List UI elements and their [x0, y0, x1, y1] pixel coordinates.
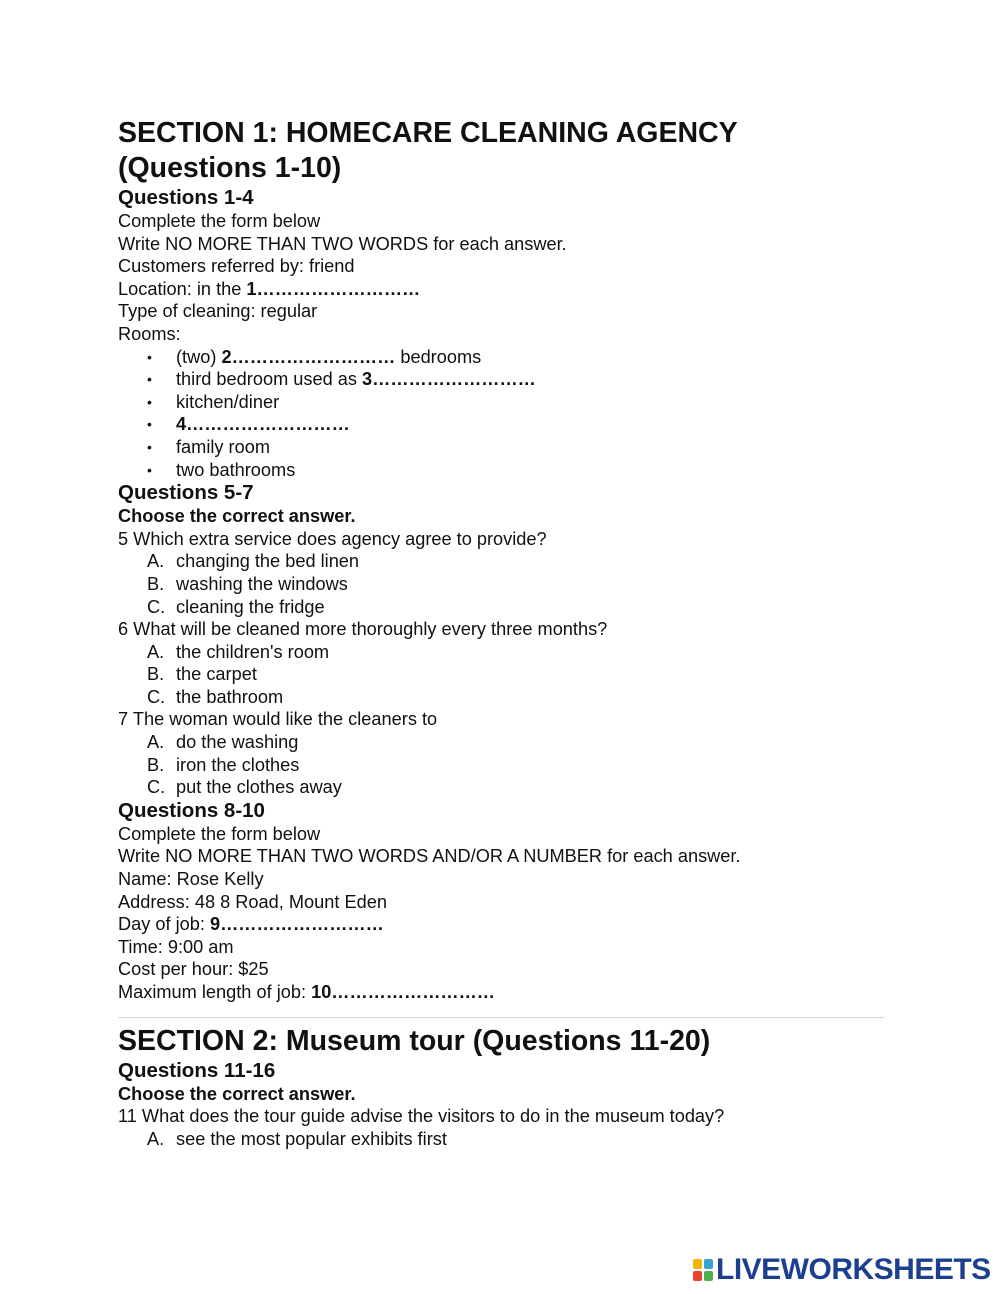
- list-item: [118, 391, 884, 414]
- room-6: two bathrooms: [176, 459, 296, 480]
- room-1-suffix: bedrooms: [395, 346, 482, 367]
- option-5c[interactable]: [118, 596, 884, 619]
- option-letter: C.: [147, 686, 166, 707]
- questions-11-16-heading: Questions 11-16: [118, 1058, 276, 1082]
- bullet-icon: •: [147, 371, 152, 388]
- option-7c[interactable]: [118, 776, 884, 799]
- bullet-icon: •: [147, 348, 152, 365]
- question-5: 5 Which extra service does agency agree to provide?: [118, 528, 547, 549]
- form-name: Name: Rose Kelly: [118, 869, 264, 890]
- form-address: Address: 48 8 Road, Mount Eden: [118, 891, 387, 912]
- option-letter: C.: [147, 596, 166, 617]
- instruction-complete-form: Complete the form below: [118, 211, 321, 231]
- option-text: the bathroom: [176, 686, 284, 707]
- option-letter: B.: [147, 664, 165, 685]
- instruction-choose-answer: Choose the correct answer.: [118, 506, 356, 527]
- form-time: Time: 9:00 am: [118, 936, 234, 957]
- option-text: see the most popular exhibits first: [176, 1128, 447, 1149]
- questions-5-7-heading: Questions 5-7: [118, 481, 254, 505]
- option-text: the carpet: [176, 664, 257, 685]
- room-5: family room: [176, 436, 270, 457]
- answer-blank-9[interactable]: 9………………………: [210, 914, 384, 935]
- section-divider: [118, 1017, 884, 1018]
- option-5a[interactable]: [118, 550, 884, 573]
- section-1-title-line-2: (Questions 1-10): [118, 152, 342, 184]
- option-7a[interactable]: [118, 731, 884, 754]
- questions-1-4-heading: Questions 1-4: [118, 186, 254, 209]
- question-6: 6 What will be cleaned more thoroughly every three months?: [118, 619, 608, 640]
- option-letter: A.: [147, 1128, 165, 1149]
- list-item: [118, 436, 884, 459]
- question-7: 7 The woman would like the cleaners to: [118, 709, 438, 730]
- location-line: [118, 278, 884, 301]
- question-6-options: [118, 641, 884, 709]
- bullet-icon: •: [147, 438, 152, 455]
- logo-mark-square: [704, 1259, 713, 1269]
- option-text: put the clothes away: [176, 777, 342, 798]
- rooms-label: Rooms:: [118, 323, 181, 344]
- list-item: [118, 459, 884, 482]
- question-5-options: [118, 550, 884, 618]
- question-11: 11 What does the tour guide advise the visitors to do in the museum today?: [118, 1106, 725, 1127]
- section-1-title-line-1: SECTION 1: HOMECARE CLEANING AGENCY: [118, 117, 738, 149]
- option-text: the children's room: [176, 641, 330, 662]
- customers-referred: Customers referred by: friend: [118, 256, 355, 277]
- liveworksheets-logo-icon: [692, 1258, 714, 1282]
- logo-mark-square: [704, 1271, 713, 1281]
- option-6b[interactable]: [118, 663, 884, 686]
- question-7-options: [118, 731, 884, 799]
- form-day-label: Day of job:: [118, 914, 210, 935]
- bullet-icon: •: [147, 461, 152, 478]
- option-text: cleaning the fridge: [176, 596, 325, 617]
- option-letter: B.: [147, 573, 165, 594]
- room-1-prefix: (two): [176, 346, 222, 367]
- logo-mark-square: [693, 1259, 702, 1269]
- section-2-title: SECTION 2: Museum tour (Questions 11-20): [118, 1024, 711, 1057]
- option-letter: A.: [147, 732, 165, 753]
- instruction-complete-form-2: Complete the form below: [118, 823, 321, 844]
- option-6c[interactable]: [118, 686, 884, 709]
- form-day-line: [118, 913, 884, 936]
- logo-mark-square: [693, 1271, 702, 1281]
- instruction-word-number-limit: Write NO MORE THAN TWO WORDS AND/OR A NUMBER for each answer.: [118, 846, 741, 867]
- answer-blank-4[interactable]: 4………………………: [176, 414, 350, 435]
- instruction-choose-answer-2: Choose the correct answer.: [118, 1083, 356, 1104]
- option-text: changing the bed linen: [176, 551, 360, 572]
- option-letter: C.: [147, 777, 166, 798]
- answer-blank-1[interactable]: 1………………………: [246, 278, 421, 299]
- rooms-list: [118, 346, 884, 482]
- worksheet-page: [118, 116, 884, 1150]
- answer-blank-3[interactable]: 3………………………: [362, 369, 536, 390]
- option-5b[interactable]: [118, 573, 884, 596]
- form-cost: Cost per hour: $25: [118, 959, 269, 980]
- option-letter: A.: [147, 641, 165, 662]
- option-letter: A.: [147, 551, 165, 572]
- location-label: Location: in the: [118, 278, 247, 299]
- option-6a[interactable]: [118, 641, 884, 664]
- option-11a[interactable]: [118, 1128, 884, 1151]
- option-text: iron the clothes: [176, 754, 300, 775]
- option-text: do the washing: [176, 732, 299, 753]
- liveworksheets-logo: [692, 1255, 991, 1285]
- list-item: [118, 368, 884, 391]
- bullet-icon: •: [147, 416, 152, 433]
- form-length-label: Maximum length of job:: [118, 982, 312, 1002]
- form-length-line: [118, 981, 884, 1004]
- option-letter: B.: [147, 754, 165, 775]
- logo-text: LIVEWORKSHEETS: [716, 1253, 991, 1286]
- option-text: washing the windows: [176, 573, 348, 594]
- room-2-prefix: third bedroom used as: [176, 369, 363, 390]
- cleaning-type: Type of cleaning: regular: [118, 301, 318, 322]
- instruction-word-limit: Write NO MORE THAN TWO WORDS for each answer.: [118, 233, 567, 254]
- list-item: [118, 413, 884, 436]
- answer-blank-10[interactable]: 10………………………: [311, 982, 495, 1002]
- list-item: [118, 346, 884, 369]
- room-3: kitchen/diner: [176, 391, 280, 412]
- questions-8-10-heading: Questions 8-10: [118, 798, 265, 822]
- answer-blank-2[interactable]: 2………………………: [221, 346, 396, 367]
- option-7b[interactable]: [118, 754, 884, 777]
- bullet-icon: •: [147, 393, 152, 410]
